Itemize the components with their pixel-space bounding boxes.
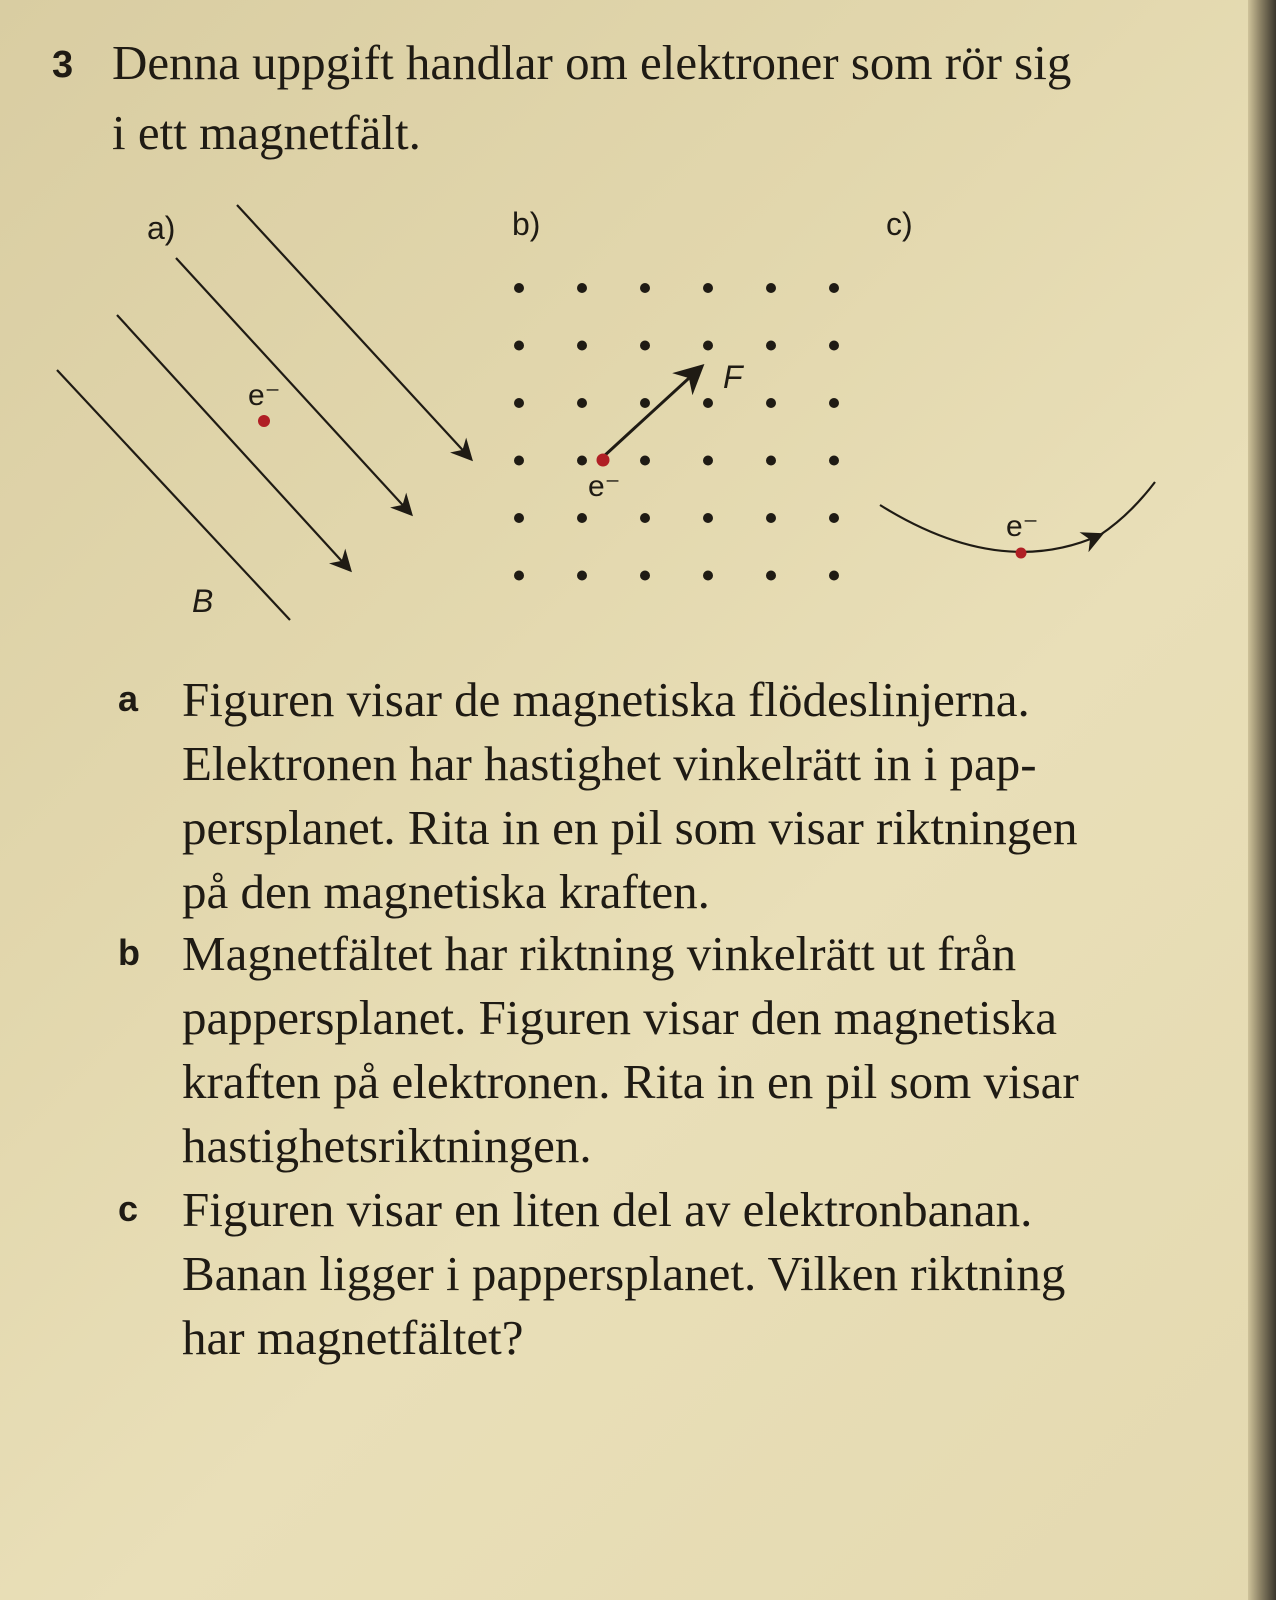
field-dot [766,283,776,293]
field-dot [640,571,650,581]
question-a [118,668,1218,924]
electron-c-label: e⁻ [1006,510,1039,543]
field-dot [829,571,839,581]
question-a-line: Elektronen har hastighet vinkelrätt in i pap- [182,736,1037,791]
field-dot [640,341,650,351]
field-line-2 [176,258,410,513]
field-dot [829,456,839,466]
field-dot [829,283,839,293]
problem-title [112,28,1192,168]
field-dot [577,571,587,581]
title-line-1: Denna uppgift handlar om elektroner som rör sig [112,35,1072,90]
field-dot [766,398,776,408]
field-dot [703,571,713,581]
field-dot [640,398,650,408]
physics-figures [0,190,1200,650]
electron-b-label: e⁻ [588,470,621,503]
field-dot [640,513,650,523]
field-dot [514,456,524,466]
question-b-line: kraften på elektronen. Rita in en pil som visar [182,1054,1079,1109]
question-c-text [182,1178,1218,1370]
field-line-1 [237,205,470,458]
question-c [118,1178,1218,1370]
field-dot [766,571,776,581]
book-page-edge [1248,0,1276,1600]
electron-a-label: e⁻ [248,379,281,412]
field-dot [703,456,713,466]
question-c-line: Banan ligger i pappersplanet. Vilken riktning [182,1246,1066,1301]
question-c-line: Figuren visar en liten del av elektronbanan. [182,1182,1033,1237]
question-a-line: på den magnetiska kraften. [182,864,710,919]
question-a-line: Figuren visar de magnetiska flödeslinjerna. [182,672,1030,727]
field-dot [703,513,713,523]
figure-a-label: a) [147,210,176,246]
field-dot [577,283,587,293]
problem-number: 3 [52,44,74,86]
field-dot [514,283,524,293]
field-dot [577,341,587,351]
question-b-line: pappersplanet. Figuren visar den magnetiska [182,990,1057,1045]
question-b-line: hastighetsriktningen. [182,1118,592,1173]
field-dot [829,341,839,351]
title-line-2: i ett magnetfält. [112,105,421,160]
question-b-letter: b [118,932,140,973]
field-dot [640,456,650,466]
field-dot [577,398,587,408]
question-a-line: persplanet. Rita in en pil som visar riktningen [182,800,1078,855]
field-dot [703,341,713,351]
electron-path [880,505,1100,552]
electron-b [597,454,610,467]
electron-path-end [1100,482,1155,535]
electron-c [1016,548,1027,559]
figure-b-field-dots [514,283,839,581]
field-dot [703,398,713,408]
force-label: F [723,359,743,395]
electron-a [258,415,270,427]
question-b-text [182,922,1218,1178]
field-b-label: B [192,583,214,619]
figure-b-label: b) [512,206,541,242]
field-dot [514,513,524,523]
field-dot [766,456,776,466]
question-b [118,922,1218,1178]
field-dot [766,513,776,523]
force-arrow [603,368,700,457]
field-dot [766,341,776,351]
field-dot [577,456,587,466]
field-dot [640,283,650,293]
field-dot [829,398,839,408]
field-dot [577,513,587,523]
question-c-letter: c [118,1188,139,1229]
field-dot [703,283,713,293]
figure-a [57,205,470,620]
question-b-line: Magnetfältet har riktning vinkelrätt ut från [182,926,1017,981]
question-a-text [182,668,1218,924]
question-a-letter: a [118,678,139,719]
field-dot [514,571,524,581]
field-dot [514,398,524,408]
field-line-3 [117,315,349,569]
figure-c-label: c) [886,206,913,242]
field-dot [514,341,524,351]
field-dot [829,513,839,523]
question-c-line: har magnetfältet? [182,1310,524,1365]
